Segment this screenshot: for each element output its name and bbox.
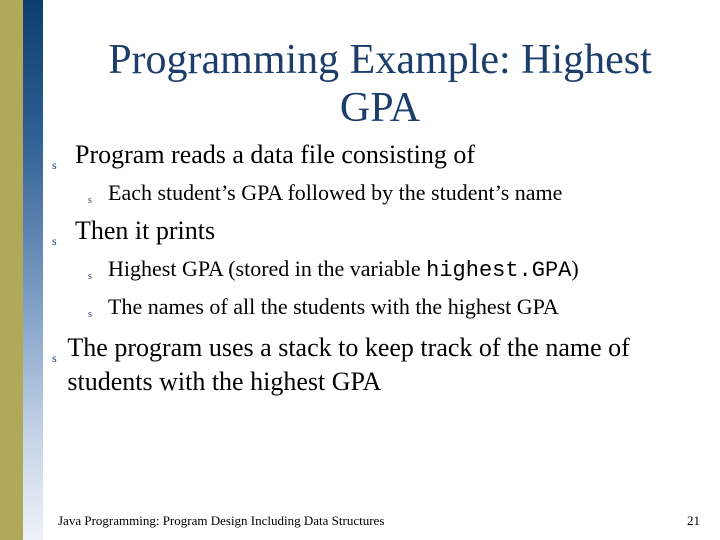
bullet-2-sub-1 <box>84 256 694 290</box>
slide-footer: Java Programming: Program Design Including Data Structures <box>58 513 385 528</box>
bullet-2-sub-1-text-pre: Highest GPA (stored in the variable <box>108 256 427 281</box>
bullet-marker-icon: s <box>88 195 92 206</box>
code-variable: highest.GPA <box>426 258 572 283</box>
left-gradient-bar <box>23 0 43 540</box>
slide-title-line-2: GPA <box>339 85 421 131</box>
bullet-marker-icon: s <box>52 234 57 248</box>
bullet-marker-icon: s <box>52 351 57 365</box>
bullet-1-sub-1 <box>84 180 694 214</box>
page-number: 21 <box>687 513 700 528</box>
bullet-2-sub-1-text <box>108 256 579 284</box>
bullet-marker-icon: s <box>52 158 57 172</box>
bullet-2-text: Then it prints <box>75 216 216 245</box>
bullet-1-text: Program reads a data file consisting of <box>75 140 475 169</box>
bullet-2-sub-1-text-post: ) <box>571 256 579 281</box>
left-accent-bar <box>0 0 23 540</box>
bullet-3-text: The program uses a stack to keep track of the name of students with the highest GPA <box>67 333 630 396</box>
bullet-1-sub-1-text: Each student’s GPA followed by the student’s name <box>108 180 563 205</box>
bullet-1 <box>48 138 688 182</box>
bullet-2 <box>48 214 688 258</box>
bullet-marker-icon: s <box>88 309 92 320</box>
bullet-marker-icon: s <box>88 271 92 282</box>
slide-title-line-1: Programming Example: Highest <box>108 37 652 83</box>
bullet-2-sub-2-text: The names of all the students with the highest GPA <box>108 294 559 319</box>
slide-title <box>80 36 680 132</box>
bullet-3 <box>48 331 658 399</box>
bullet-2-sub-2 <box>84 294 694 328</box>
